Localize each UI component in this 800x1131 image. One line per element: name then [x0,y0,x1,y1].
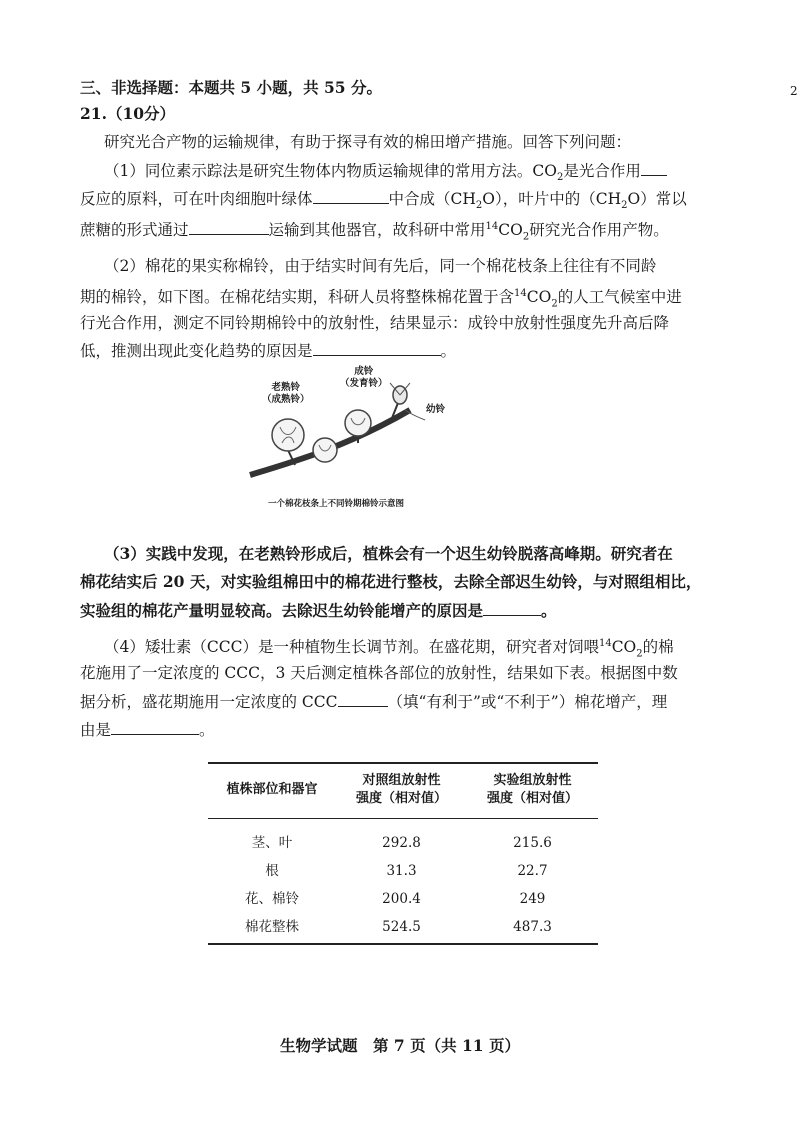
table-header: 植株部位和器官 [208,763,336,819]
label-old-boll: 老熟铃 （成熟铃） [262,382,310,405]
table-cell: 茎、叶 [251,835,293,851]
table-header-row [208,763,598,819]
question-number: 21.（10分） [80,104,176,123]
label-mid-boll: 成铃 （发育铃） [340,366,388,389]
part2-line2: 期的棉铃，如下图。在棉花结实期，科研人员将整株棉花置于含$^{14}CO_2$的人工气候室中进 [80,288,682,310]
part4-line3: 据分析，盛花期施用一定浓度的 CCC （填“有利于”或“不利于”）棉花增产，理 [80,693,668,711]
answer-blank[interactable] [338,691,388,707]
table-cell: 花、棉铃 [245,891,299,907]
boll-icon [313,438,337,462]
part2-line3: 行光合作用，测定不同铃期棉铃中的放射性，结果显示：成铃中放射性强度先升高后降 [80,314,670,332]
question-intro: 研究光合产物的运输规律，有助于探寻有效的棉田增产措施。回答下列问题： [104,133,632,151]
part3-line1: （3）实践中发现，在老熟铃形成后，植株会有一个迟生幼铃脱落高峰期。研究者在 [104,544,673,563]
part1-line1: （1）同位素示踪法是研究生物体内物质运输规律的常用方法。$CO_2$是光合作用 [104,160,667,189]
table-cell: 292.8 [382,835,421,851]
part4-line1: （4）矮壮素（CCC）是一种植物生长调节剂。在盛花期，研究者对饲喂$^{14}CO_2$的棉 [104,638,674,660]
answer-blank[interactable] [483,600,541,616]
table-cell: 31.3 [386,863,417,879]
table-cell: 249 [519,891,546,907]
page-footer: 生物学试题 第 7 页（共 11 页） [280,1036,520,1055]
table-cell: 根 [265,863,279,879]
table-cell: 487.3 [467,913,598,944]
part4-line2: 花施用了一定浓度的 CCC，3 天后测定植株各部位的放射性，结果如下表。根据图中数 [80,664,678,682]
part1-line3: 蔗糖的形式通过 运输到其他器官，故科研中常用$^{14}CO_2$研究光合作用产物。 [80,221,669,243]
answer-blank[interactable] [111,719,199,735]
part2-line4: 低，推测出现此变化趋势的原因是 。 [80,342,457,360]
table-row [208,857,598,885]
answer-blank[interactable] [189,219,269,235]
table-cell: 524.5 [336,913,467,944]
answer-blank[interactable] [313,340,441,356]
part2-line1: （2）棉花的果实称棉铃，由于结实时间有先后，同一个棉花枝条上往往有不同龄 [104,257,657,275]
answer-blank[interactable] [313,188,389,204]
section-header: 三、非选择题：本题共 5 小题，共 55 分。 [80,78,382,97]
table-cell: 215.6 [513,835,552,851]
table-header: 对照组放射性 强度（相对值） [336,763,467,819]
part1-line2: 反应的原料，可在叶肉细胞叶绿体 中合成$(CH_2O)$，叶片中的$(CH_2O)$常以 [80,190,687,212]
part3-line2: 棉花结实后 20 天，对实验组棉田中的棉花进行整枝，去除全部迟生幼铃，与对照组相比， [80,572,702,591]
developing-boll-icon [345,410,371,436]
part4-line4: 由是 。 [80,721,215,739]
answer-blank[interactable] [641,160,667,176]
figure-caption: 一个棉花枝条上不同铃期棉铃示意图 [268,499,405,509]
table-cell: 22.7 [517,863,548,879]
table-cell: 200.4 [382,891,421,907]
label-young-boll: 幼铃 [426,404,446,415]
radioactivity-table [208,762,598,945]
table-cell: 棉花整株 [208,913,336,944]
table-row [208,819,598,858]
table-header: 实验组放射性 强度（相对值） [467,763,598,819]
edge-mark: 2 [790,84,798,98]
table-row [208,913,598,944]
table-row [208,885,598,913]
part3-line3: 实验组的棉花产量明显较高。去除迟生幼铃能增产的原因是 。 [80,601,557,620]
